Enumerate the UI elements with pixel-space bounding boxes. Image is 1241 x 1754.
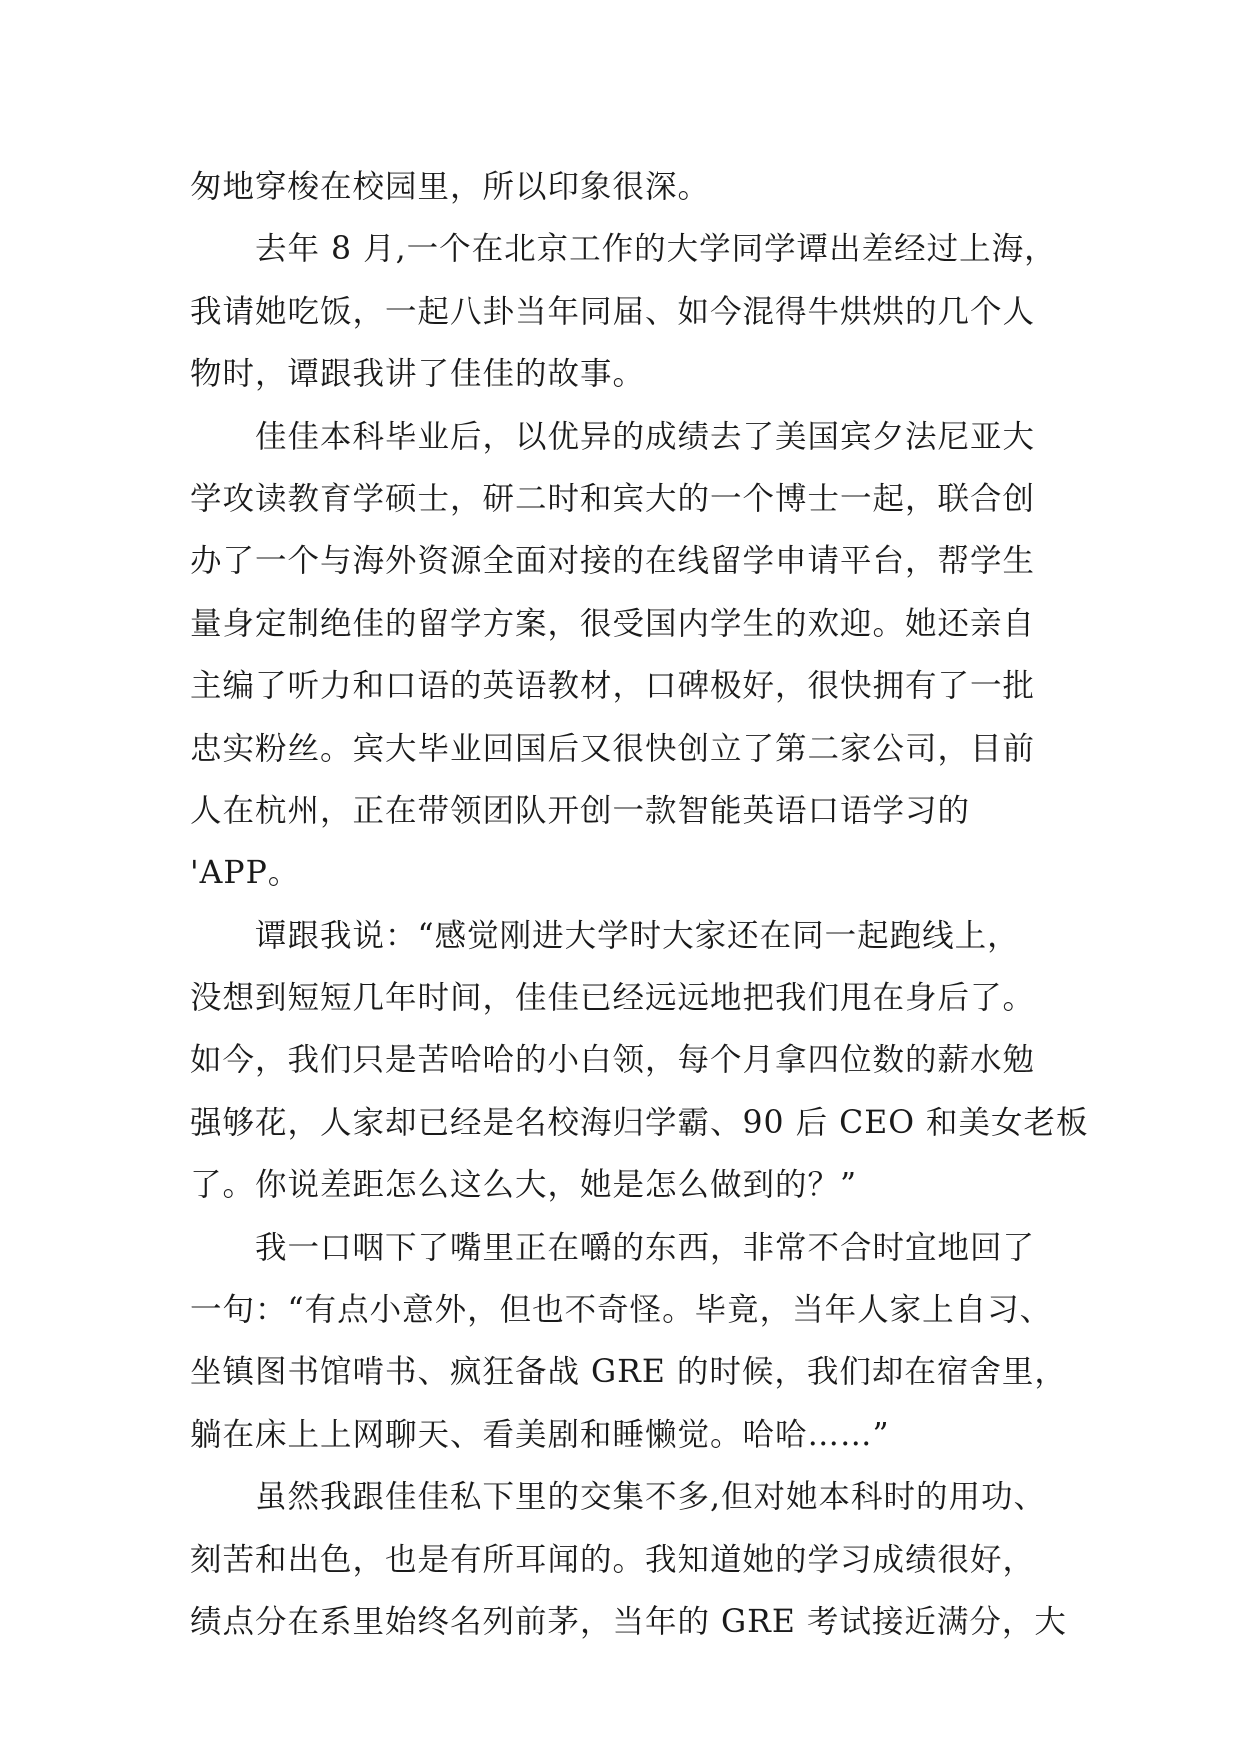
text-line: 我请她吃饭，一起八卦当年同届、如今混得牛烘烘的几个人 (190, 293, 1036, 330)
text-line: 匆地穿梭在校园里，所以印象很深。 (190, 169, 711, 205)
text-line: 'APP。 (190, 855, 301, 892)
text-line: 如今，我们只是苦哈哈的小白领，每个月拿四位数的薪水勉 (190, 1042, 1036, 1079)
text-line: 物时，谭跟我讲了佳佳的故事。 (190, 356, 646, 393)
text-line: 办了一个与海外资源全面对接的在线留学申请平台，帮学生 (190, 543, 1036, 580)
text-line: 忠实粉丝。宾大毕业回国后又很快创立了第二家公司，目前 (190, 730, 1036, 767)
text-line: 虽然我跟佳佳私下里的交集不多,但对她本科时的用功、 (190, 1479, 1047, 1516)
text-line: 刻苦和出色，也是有所耳闻的。我知道她的学习成绩很好， (190, 1541, 1036, 1578)
text-line: 没想到短短几年时间，佳佳已经远远地把我们甩在身后了。 (190, 980, 1036, 1017)
text-line: 了。你说差距怎么这么大，她是怎么做到的？” (190, 1167, 858, 1204)
text-line: 绩点分在系里始终名列前茅，当年的 GRE 考试接近满分，大 (190, 1603, 1067, 1640)
text-line: 坐镇图书馆啃书、疯狂备战 GRE 的时候，我们却在宿舍里， (190, 1354, 1067, 1391)
text-line: 人在杭州，正在带领团队开创一款智能英语口语学习的 (190, 792, 971, 829)
text-line: 学攻读教育学硕士，研二时和宾大的一个博士一起，联合创 (190, 480, 1036, 517)
text-line: 主编了听力和口语的英语教材，口碑极好，很快拥有了一批 (190, 668, 1036, 705)
text-line: 我一口咽下了嘴里正在嚼的东西，非常不合时宜地回了 (190, 1229, 1036, 1266)
text-line: 躺在床上上网聊天、看美剧和睡懒觉。哈哈……” (190, 1416, 890, 1453)
text-line: 一句：“有点小意外，但也不奇怪。毕竟，当年人家上自习、 (190, 1292, 1053, 1329)
text-line: 去年 8 月,一个在北京工作的大学同学谭出差经过上海， (190, 231, 1057, 268)
text-line: 佳佳本科毕业后，以优异的成绩去了美国宾夕法尼亚大 (190, 418, 1036, 455)
text-line: 强够花，人家却已经是名校海归学霸、90 后 CEO 和美女老板 (190, 1104, 1089, 1141)
body-text (190, 156, 1089, 1653)
text-line: 量身定制绝佳的留学方案，很受国内学生的欢迎。她还亲自 (190, 605, 1036, 642)
text-line: 谭跟我说：“感觉刚进大学时大家还在同一起跑线上， (190, 917, 1020, 954)
